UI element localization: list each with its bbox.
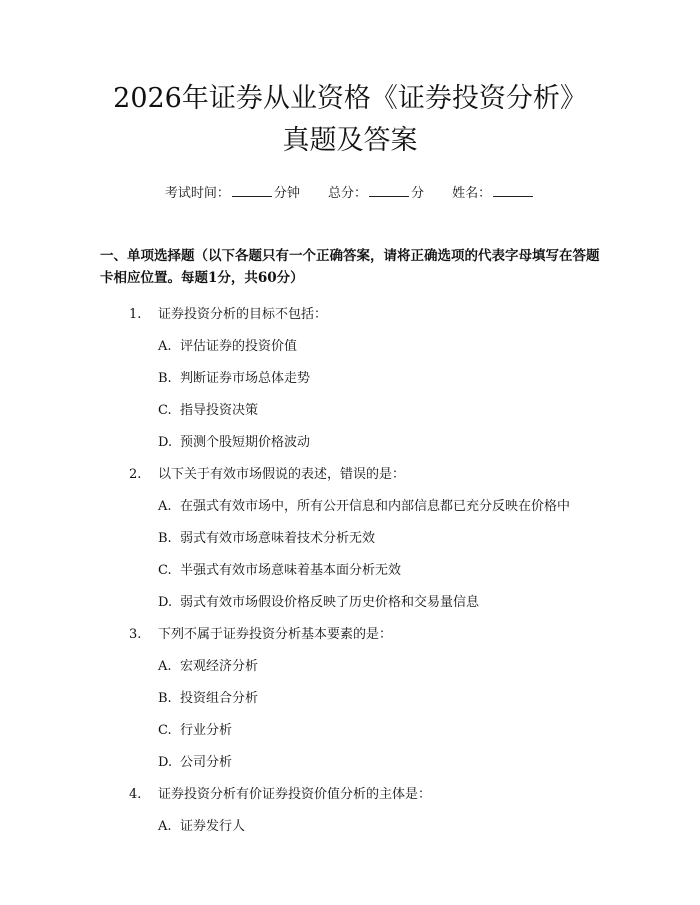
option-letter: B. [158,531,172,546]
option-letter: C. [158,403,172,418]
option-letter: A. [158,819,172,834]
option-c [100,715,600,747]
question-stem [100,459,600,491]
option-letter: D. [158,755,173,770]
section-heading: 一、单项选择题（以下各题只有一个正确答案，请将正确选项的代表字母填写在答题卡相应位置。每题1分，共60分） [100,248,600,286]
option-a [100,331,600,363]
option-letter: A. [158,339,172,354]
option-text: 预测个股短期价格波动 [180,435,311,450]
exam-time-label: 考试时间： [164,186,230,201]
question-stem [100,619,600,651]
exam-info-line [100,182,600,205]
question-text: 证券投资分析有价证券投资价值分析的主体是： [158,787,432,802]
total-score-field [328,182,424,205]
option-letter: A. [158,659,172,674]
total-score-unit: 分 [411,186,425,201]
option-letter: A. [158,499,172,514]
option-b [100,523,600,555]
exam-time-blank [232,182,272,197]
question-3 [100,619,600,779]
option-letter: B. [158,691,172,706]
question-text: 证券投资分析的目标不包括： [158,307,328,322]
option-letter: C. [158,563,172,578]
question-number: 3. [129,627,142,642]
option-text: 在强式有效市场中，所有公开信息和内部信息都已充分反映在价格中 [180,499,571,514]
option-text: 证券发行人 [180,819,246,834]
name-label: 姓名： [452,186,492,201]
exam-time-unit: 分钟 [273,186,300,201]
exam-time-field [165,182,300,205]
option-b [100,363,600,395]
option-text: 弱式有效市场假设价格反映了历史价格和交易量信息 [180,595,480,610]
question-number: 4. [129,787,142,802]
option-text: 行业分析 [180,723,233,738]
option-text: 弱式有效市场意味着技术分析无效 [180,531,376,546]
option-text: 公司分析 [180,755,233,770]
question-text: 以下关于有效市场假说的表述，错误的是： [158,467,406,482]
question-4 [100,779,600,843]
option-a [100,651,600,683]
option-a [100,811,600,843]
option-letter: D. [158,435,173,450]
question-list [100,299,600,843]
question-2 [100,459,600,619]
option-text: 指导投资决策 [180,403,259,418]
option-c [100,395,600,427]
total-score-label: 总分： [327,186,367,201]
question-number: 1. [129,307,142,322]
question-1 [100,299,600,459]
option-d [100,587,600,619]
option-letter: D. [158,595,173,610]
name-blank [493,182,533,197]
option-text: 判断证券市场总体走势 [180,371,311,386]
option-text: 投资组合分析 [180,691,259,706]
question-stem [100,779,600,811]
option-c [100,555,600,587]
option-text: 宏观经济分析 [180,659,259,674]
question-number: 2. [129,467,142,482]
option-d [100,747,600,779]
option-b [100,683,600,715]
option-letter: B. [158,371,172,386]
question-stem [100,299,600,331]
total-score-blank [369,182,409,197]
option-d [100,427,600,459]
option-text: 半强式有效市场意味着基本面分析无效 [180,563,402,578]
question-text: 下列不属于证券投资分析基本要素的是： [158,627,393,642]
option-a [100,491,600,523]
option-letter: C. [158,723,172,738]
name-field [452,182,535,205]
option-text: 评估证券的投资价值 [180,339,298,354]
document-title: 2026年证券从业资格《证券投资分析》真题及答案 [113,83,587,156]
